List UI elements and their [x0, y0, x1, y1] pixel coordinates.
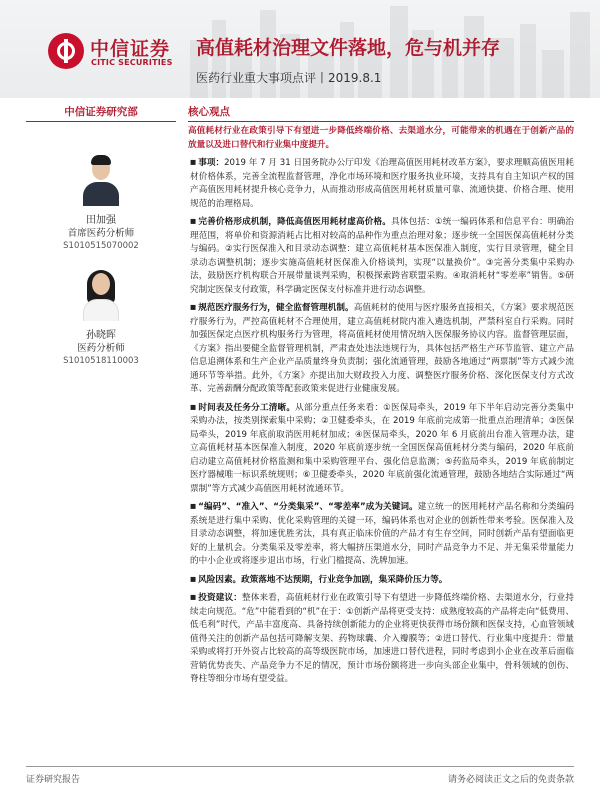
analyst-name: 孙晓晖 — [86, 330, 116, 341]
section-text: 2019 年 7 月 31 日国务院办公厅印发《治理高值医用耗材改革方案》，要求理顺高值医用耗材价格体系，完善全流程监督管理，净化市场环境和医疗服务执业环境，支持具有自主知识产权的国产高值医用耗材提升核心竞争力，从而推动形成高值医用耗材质量可靠、流通快捷、价格合理、使用规范的治理格局。 — [190, 158, 574, 209]
footer-disclaimer: 请务必阅读正文之后的免责条款 — [447, 775, 574, 785]
footer-divider — [26, 766, 574, 767]
section-text: 具体包括：①统一编码体系和信息平台：明确治理范围，将单价和资源消耗占比相对较高的品种作为重点治理对象；逐步统一全国医保高值耗材分类与编码。②实行医保准入和目录动态调整：建立高值耗材基本医保准入制度，实行目录管理，健全目录动态调整机制；逐步实施高值耗材医保准入价格谈判，实现“以量换价”。③完善分类集中采购办法，鼓励医疗机构联合开展带量谈判采购，积极探索跨省联盟采购。④取消耗材“零差率”销售。⑤研究制定医保支付政策，科学确定医保支付标准并进行动态调整。 — [190, 217, 574, 295]
section-key: ■ 规范医疗服务行为，健全监督管理机制。 — [190, 303, 354, 313]
section-paragraph — [188, 156, 574, 211]
section-paragraph — [188, 401, 574, 497]
analyst-card — [26, 267, 176, 367]
citic-logo-icon — [48, 33, 84, 69]
analyst-role: 首席医药分析师 — [67, 228, 135, 239]
research-dept-heading: 中信证券研究部 — [26, 104, 176, 122]
analyst-photo — [78, 152, 124, 206]
analyst-license-id: S1010515070002 — [63, 241, 139, 251]
footer-report-type: 证券研究报告 — [26, 775, 81, 785]
logo-chinese-name: 中信证券 — [90, 38, 171, 60]
section-paragraph — [188, 215, 574, 297]
section-text: 整体来看，高值耗材行业在政策引导下有望进一步降低终端价格、去渠道水分，行业持续走向规范。“危”中能看到的“机”在于：①创新产品将更受支持：成熟度较高的产品将走向“低费用、低毛利”时代，产品丰富度高、具备持续创新能力的企业将更快获得市场份额和医保支持，心血管领域值得关注的创新产品包括可降解支架、药物球囊、介入瓣膜等；②进口替代、行业集中度提升：带量采购或将打开外资占比较高的高等级医院市场，加速进口替代进程，同时考虑到小企业在改革后面临营销优势丧失、产品竞争力不足的情况，预计市场份额将进一步向头部企业集中，骨科领域的创伤、脊柱等细分市场有望受益。 — [190, 593, 574, 684]
section-key: ■ 时间表及任务分工清晰。 — [190, 403, 295, 413]
core-view-summary: 高值耗材行业在政策引导下有望进一步降低终端价格、去渠道水分，可能带来的机遇在于创新产品的放量以及进口替代和行业集中度提升。 — [188, 126, 574, 150]
section-text: 建立统一的医用耗材产品名称和分类编码系统是进行集中采购、优化采购管理的关键一环，编码体系也对企业的创新性带来考验。医保准入及目录动态调整，将加速优胜劣汰，具有真正临床价值的产品才有生存空间，同时创新产品有望面临更好的上量机会。分类集采及零差率，将大幅挤压渠道水分，同时产品竞争力不足、并无集采带量能力的中小企业或将逐步退出市场，行业门槛提高、洗牌加速。 — [190, 502, 574, 566]
analyst-license-id: S1010518110003 — [63, 356, 139, 366]
section-text: 高值耗材的使用与医疗服务直接相关，《方案》要求规范医疗服务行为，严控高值耗材不合理使用，建立高值耗材院内准入遴选机制，严禁科室自行采购。同时加强医保定点医疗机构服务行为管理，将高值耗材使用情况纳入医保服务协议内容。监督管理层面，《方案》指出要健全监督管理机制，严肃查处违法违规行为，具体包括严格生产环节监管、建立产品信息追溯体系和生产企业产品质量终身负责制；强化流通管理，鼓励各地通过“两票制”等方式减少流通环节等举措。此外，《方案》亦提出加大财政投入力度、调整医疗服务价格、深化医保支付方式改革、完善薪酬分配政策等配套政策来促进行业健康发展。 — [190, 303, 574, 394]
section-key: ■ 风险因素。政策落地不达预期，行业竞争加剧，集采降价压力等。 — [190, 575, 447, 585]
section-key: ■ 完善价格形成机制，降低高值医用耗材虚高价格。 — [190, 217, 391, 227]
section-text: 从部分重点任务来看：①医保局牵头，2019 年下半年启动完善分类集中采购办法，按类别探索集中采购；②卫健委牵头，在 2019 年底前完成第一批重点治理清单；③医保局牵头，2019 年底前取消医用耗材加成；④医保局牵头，2020 年 6 月底前出台准入管理办法，建立高值耗材基本医保准入制度，2020 年底前逐步统一全国医保高值耗材分类与编码，2020 年底前启动建立高值耗材价格监测和集中采购管理平台、强化信息监测；⑤药监局牵头，2019 年底前制定医疗器械唯一标识系统规则；⑥卫健委牵头，2020 年底前强化流通管理，鼓励各地结合实际通过“两票制”等方式减少高值医用耗材流通环节。 — [190, 402, 574, 494]
section-key: ■ 事项： — [190, 158, 224, 168]
analyst-role: 医药分析师 — [77, 343, 125, 354]
section-key: ■ “编码”、“准入”、“分类集采”、“零差率”成为关键词。 — [190, 502, 418, 512]
core-view-heading: 核心观点 — [188, 104, 574, 122]
report-subtitle: 医药行业重大事项点评丨2019.8.1 — [196, 71, 382, 85]
section-key: ■ 投资建议： — [190, 593, 242, 603]
section-paragraph — [188, 500, 574, 569]
analyst-card — [26, 152, 176, 252]
section-paragraph — [188, 591, 574, 687]
report-title: 高值耗材治理文件落地，危与机并存 — [196, 37, 501, 59]
section-paragraph — [188, 573, 574, 588]
analyst-name: 田加强 — [86, 215, 116, 226]
analyst-photo — [78, 267, 124, 321]
section-paragraph — [188, 301, 574, 397]
main-content — [188, 104, 574, 687]
report-header — [0, 0, 600, 98]
logo-english-name: CITIC SECURITIES — [91, 58, 173, 67]
